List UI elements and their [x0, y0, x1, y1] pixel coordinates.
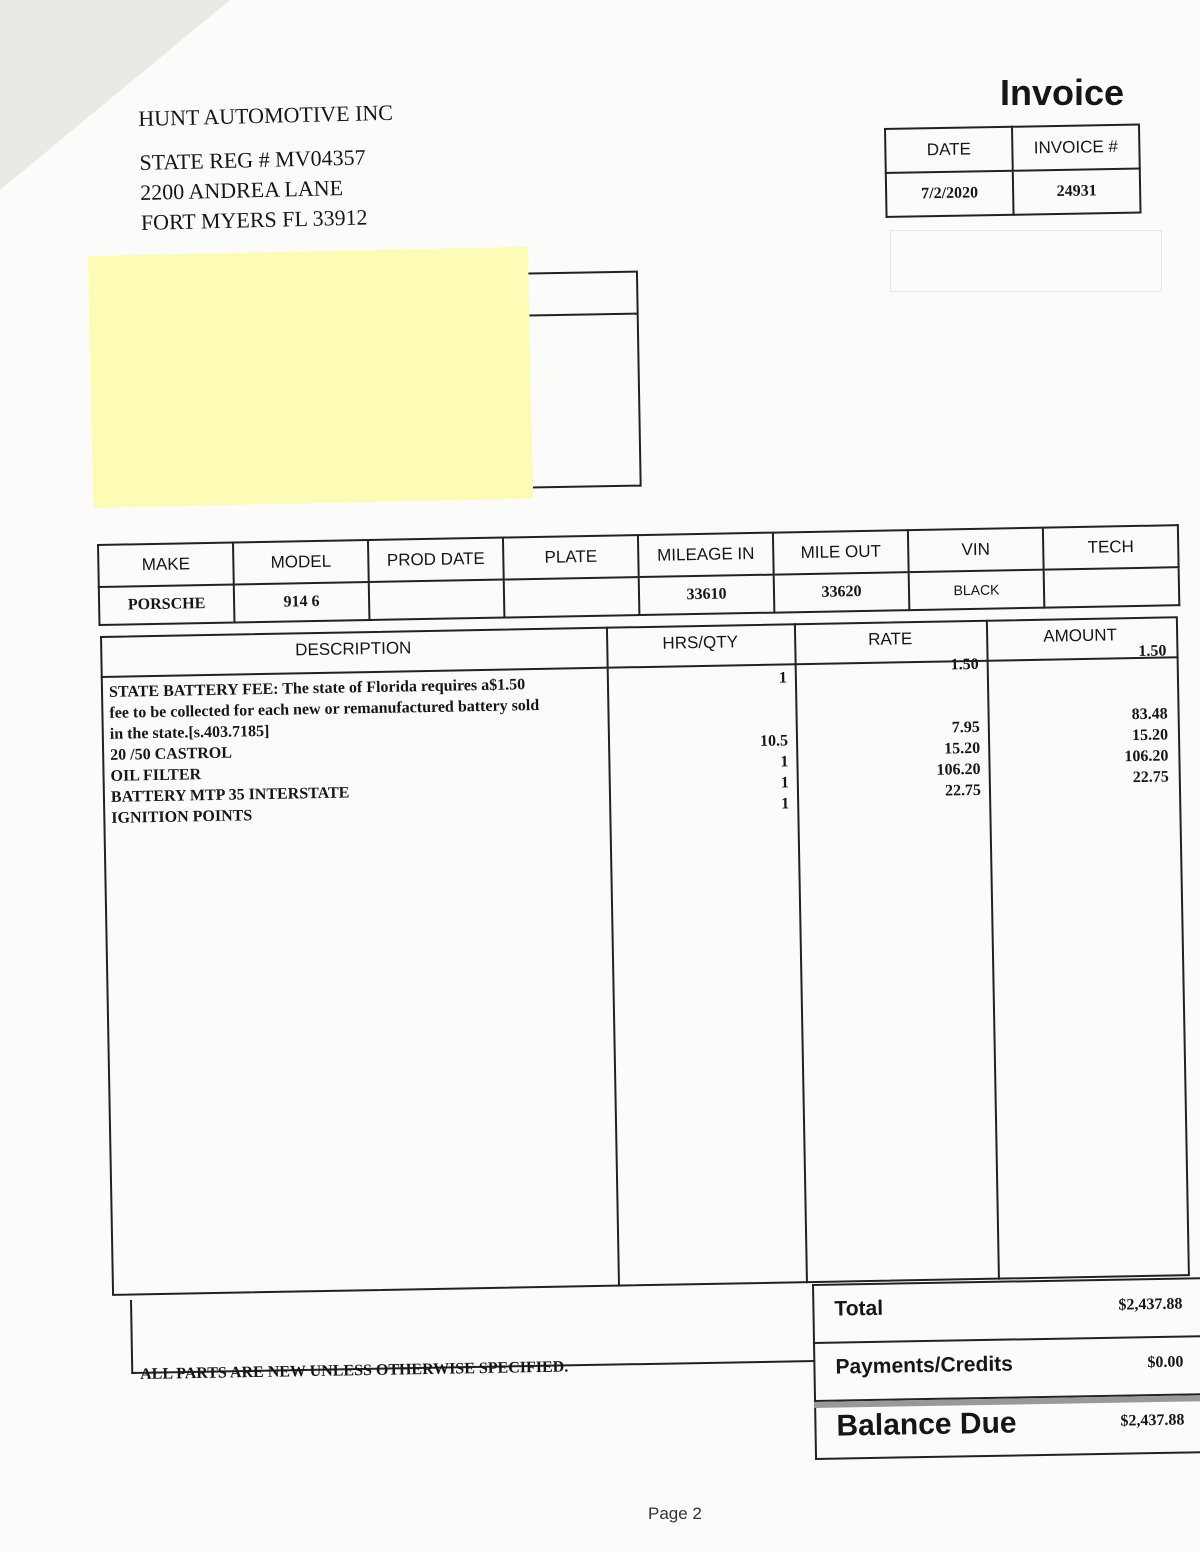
rate-cell: 1.50 [950, 655, 979, 674]
rate-cell: 15.20 [944, 739, 981, 758]
description-line: STATE BATTERY FEE: The state of Florida requires a$1.50 [108, 676, 526, 701]
plate-header: PLATE [503, 535, 639, 579]
qty-column [611, 667, 790, 817]
description-line: BATTERY MTP 35 INTERSTATE [110, 784, 350, 806]
model-header: MODEL [233, 540, 369, 584]
description-line: OIL FILTER [110, 766, 202, 785]
amount-header: AMOUNT [1043, 625, 1118, 646]
total-amount: $2,437.88 [1118, 1295, 1183, 1314]
qty-cell: 1 [778, 669, 788, 687]
rate-header: RATE [867, 629, 913, 649]
balance-label: Balance Due [836, 1406, 1017, 1443]
totals-box [812, 1277, 1200, 1460]
invoice-number: 24931 [1013, 169, 1141, 215]
invoice-title: Invoice [1000, 72, 1125, 113]
mileage-in-header: MILEAGE IN [638, 533, 774, 577]
tech-value [1044, 567, 1180, 607]
description-line: IGNITION POINTS [111, 807, 253, 827]
description-line: in the state.[s.403.7185] [109, 722, 270, 743]
page-number: Page 2 [648, 1504, 702, 1523]
qty-cell: 1 [780, 753, 789, 771]
rate-cell: 22.75 [944, 781, 982, 800]
qty-cell: 1 [780, 774, 789, 792]
total-row [812, 1277, 1200, 1342]
invoice-number-header: INVOICE # [1012, 125, 1140, 171]
payments-amount: $0.00 [1147, 1353, 1184, 1372]
vin-header: VIN [908, 528, 1044, 572]
total-label: Total [834, 1296, 884, 1321]
vehicle-table [97, 524, 1180, 626]
qty-cell: 1 [781, 795, 790, 813]
plate-value [504, 577, 640, 617]
rate-column [799, 654, 982, 804]
mile-out-value: 33620 [774, 572, 910, 612]
tech-header: TECH [1043, 525, 1179, 569]
mile-out-header: MILE OUT [773, 530, 909, 574]
balance-amount: $2,437.88 [1120, 1411, 1185, 1430]
address-line-1: 2200 ANDREA LANE [139, 175, 344, 205]
state-registration: STATE REG # MV04357 [139, 144, 366, 175]
amount-cell: 106.20 [1124, 747, 1169, 766]
amount-cell: 22.75 [1132, 768, 1169, 787]
rate-cell: 7.95 [951, 718, 980, 737]
company-name: HUNT AUTOMOTIVE INC [138, 99, 394, 131]
date-header: DATE [885, 127, 1013, 173]
address-line-2: FORT MYERS FL 33912 [140, 204, 368, 235]
description-header: DESCRIPTION [295, 638, 412, 660]
amount-cell: 15.20 [1131, 726, 1169, 745]
qty-header: HRS/QTY [662, 632, 739, 653]
description-column [109, 673, 612, 829]
rate-cell: 106.20 [936, 760, 981, 779]
model-value: 914 6 [234, 582, 370, 622]
bleed-through-box [890, 230, 1162, 292]
vin-value: BLACK [909, 570, 1045, 610]
mileage-in-value: 33610 [639, 575, 775, 615]
invoice-date: 7/2/2020 [886, 171, 1014, 217]
prod-date-value [369, 580, 505, 620]
redaction-sticky-note [88, 247, 533, 508]
date-invoice-table [884, 124, 1142, 218]
parts-disclaimer: ALL PARTS ARE NEW UNLESS OTHERWISE SPECIFIED. [140, 1358, 569, 1383]
description-line: fee to be collected for each new or remanufactured battery sold [109, 696, 540, 722]
balance-row [814, 1393, 1200, 1460]
amount-cell: 1.50 [1138, 642, 1167, 660]
make-header: MAKE [98, 543, 234, 587]
payments-row [813, 1335, 1200, 1400]
qty-cell: 10.5 [759, 732, 789, 750]
line-items-table [100, 616, 1190, 1296]
amount-column [990, 640, 1169, 790]
payments-label: Payments/Credits [835, 1352, 1014, 1379]
amount-cell: 83.48 [1131, 705, 1168, 724]
prod-date-header: PROD DATE [368, 538, 504, 582]
company-block [138, 98, 396, 238]
make-value: PORSCHE [99, 585, 235, 625]
description-line: 20 /50 CASTROL [110, 744, 233, 764]
